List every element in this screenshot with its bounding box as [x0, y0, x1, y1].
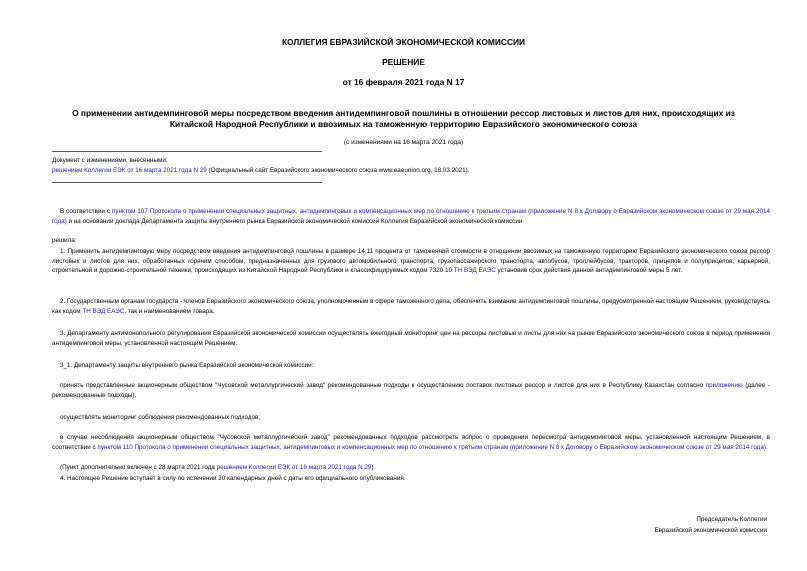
- paragraph-3-1-c-link[interactable]: пунктом 110 Протокола о применении специальных защитных, антидемпинговых и компенсационных мер по отношению к третьим странам (приложение N 8 к Договору о Евразийском экономическом союзе от 29 мая 2014 года): [97, 443, 766, 451]
- paragraph-3-1: 3_1. Департаменту защиты внутреннего рынка Евразийской экономической комиссии:: [60, 362, 314, 369]
- inclusion-note-text-1: (Пункт дополнительно включен с 28 марта 2021 года: [60, 464, 217, 471]
- amend-source: (Официальный сайт Евразийского экономического союза www.eaeunion.org, 18.03.2021).: [206, 167, 470, 174]
- paragraph-3-1-a: [52, 381, 770, 400]
- paragraph-4: 4. Настоящее Решение вступает в силу по истечении 30 календарных дней с даты его официального опубликования.: [60, 475, 406, 482]
- preamble-text-2: и на основании доклада Департамента защиты внутреннего рынка Евразийской экономической комиссии Коллегия Евразийской экономической комиссии: [66, 217, 523, 225]
- paragraph-3-1-c-text-1: в случае несоблюдения акционерным обществом "Чусовской металлургический завод" рекомендованных подходов рассмотреть вопрос о проведении пересмотра антидемпинговой меры, установленной настоящим Решением, в соответствии с: [52, 434, 770, 451]
- preamble-link[interactable]: пунктом 107 Протокола о применении специальных защитных, антидемпинговых и компенсационных мер по отношению к третьим странам (приложение N 8 к Договору о Евразийском экономическом союзе от 29 мая 2014 года): [52, 208, 771, 225]
- preamble-text-1: В соответствии с: [60, 208, 112, 215]
- inclusion-note: [52, 463, 770, 473]
- paragraph-3-1-a-text-2: (далее - рекомендованные подходы);: [52, 382, 770, 399]
- appendix-link[interactable]: приложению: [705, 382, 743, 389]
- paragraph-1: [52, 247, 770, 276]
- divider-bottom: [52, 182, 322, 183]
- paragraph-1-link[interactable]: ТН ВЭД ЕАЭС: [453, 267, 496, 275]
- amend-intro: Документ с изменениями, внесенными:: [52, 157, 168, 164]
- paragraph-2: [52, 297, 770, 316]
- paragraph-2-text-1: 2. Государственным органам государств - членов Евразийского экономического союза, уполномоченным в сфере таможенного дела, обеспечить взимание антидемпинговой пошлины, предусмотренной настоящим Решением, руководствуясь как кодом: [52, 298, 770, 315]
- paragraph-2-link[interactable]: ТН ВЭД ЕАЭС: [82, 307, 125, 315]
- divider-top: [52, 151, 322, 152]
- revision-note: (с изменениями на 16 марта 2021 года): [343, 139, 464, 146]
- paragraph-3-1-c-text-2: .: [765, 443, 768, 451]
- doc-type: РЕШЕНИЕ: [382, 57, 425, 67]
- doc-title-line-1: О применении антидемпинговой меры посредством введения антидемпинговой пошлины в отношении рессор листовых и листов для них, происходящих из: [72, 108, 735, 118]
- signature-line-2: Евразийской экономической комиссии: [654, 526, 767, 534]
- amend-reference: [52, 167, 792, 176]
- org-name: КОЛЛЕГИЯ ЕВРАЗИЙСКОЙ ЭКОНОМИЧЕСКОЙ КОМИССИИ: [281, 37, 526, 47]
- paragraph-1-text-1: 1. Применить антидемпинговую меру посредством введения антидемпинговой пошлины в размере 14,11 процента от таможенной стоимости в отношении ввозимых на таможенную территорию Евразийского экономического союза рессор листовых и листов для них, обработанных горячим способом, предназначенных для грузового автомобильного транспорта, грузопассажирского транспорта, автобусов, троллейбусов, тракторов, прицепов и полуприцепов, карьерной, строительной и дорожно-строительной техники, происходящих из Китайской Народной Республики и классифицируемых кодом 7320 10: [52, 248, 770, 275]
- inclusion-note-text-2: ): [371, 464, 374, 471]
- doc-title-line-2: Китайской Народной Республики и ввозимых на таможенную территорию Евразийского экономического союза: [169, 119, 638, 129]
- paragraph-3: 3. Департаменту антимонопольного регулирования Евразийской экономической комиссии осуществлять ежегодный мониторинг цен на рессоры листовые и листы для них на рынке Евразийского экономического союза в период применения антидемпинговой меры, установленной настоящим Решением.: [52, 330, 770, 347]
- doc-title: [60, 108, 747, 130]
- doc-date: от 16 февраля 2021 года N 17: [342, 77, 465, 87]
- paragraph-1-text-2: установив срок действия данной антидемпинговой меры 5 лет.: [495, 267, 683, 275]
- paragraph-3-1-c: [52, 433, 770, 452]
- inclusion-note-link[interactable]: решением Коллегии ЕЭК от 16 марта 2021 года N 29: [216, 464, 372, 471]
- signature-block: [654, 515, 767, 536]
- paragraph-3-1-b: осуществлять мониторинг соблюдения рекомендованных подходов;: [60, 414, 261, 421]
- decided-label: решила:: [52, 237, 77, 244]
- paragraph-3-1-a-text-1: принять представленные акционерным обществом "Чусовской металлургический завод" рекомендованные подходы к осуществлению поставок листовых рессор и листов для них в Республику Казахстан согласно: [60, 382, 706, 389]
- signature-line-1: Председатель Коллегии: [696, 516, 767, 523]
- paragraph-2-text-2: , так и наименованием товара.: [124, 307, 215, 315]
- amend-link[interactable]: решением Коллегии ЕЭК от 16 марта 2021 года N 29: [52, 167, 207, 174]
- preamble-paragraph: [52, 207, 770, 226]
